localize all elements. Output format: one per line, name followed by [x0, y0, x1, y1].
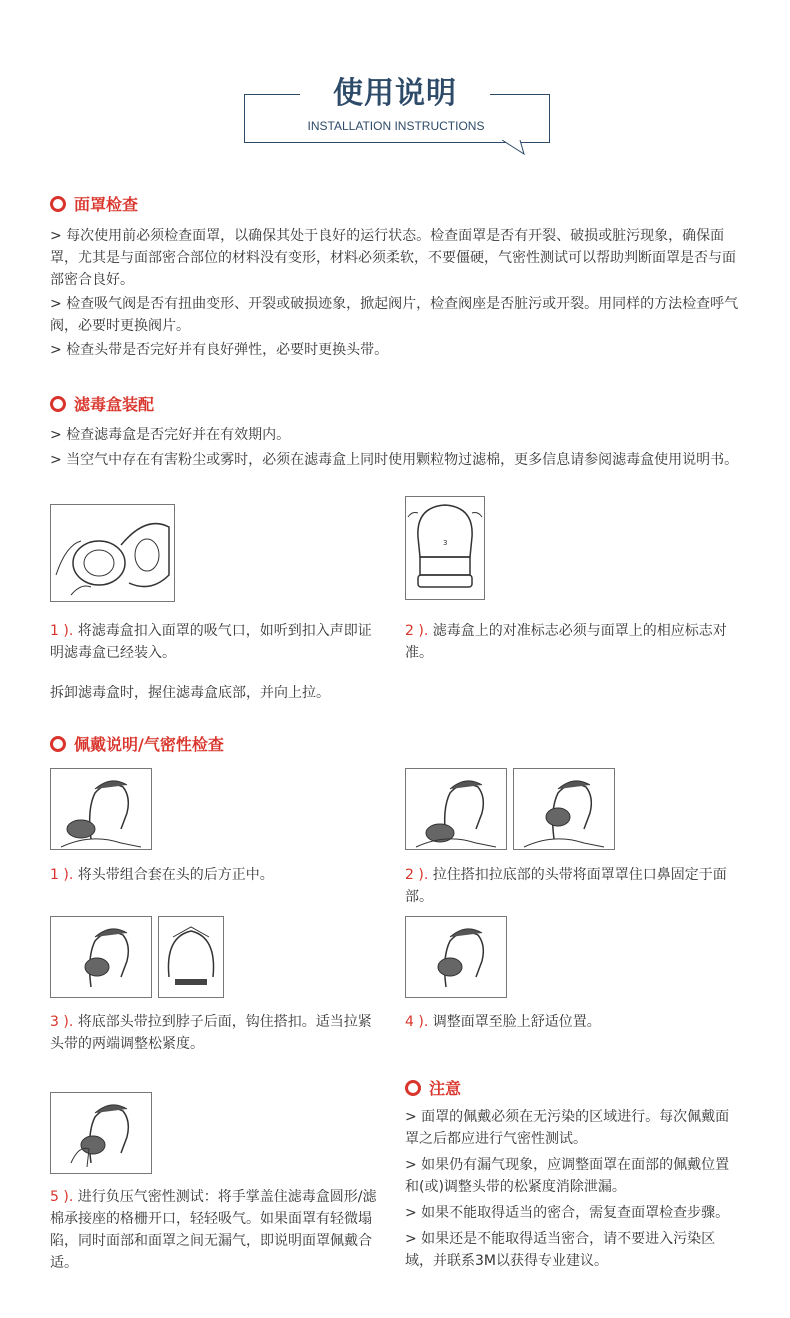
- illustration-wear-step-3a: [50, 916, 152, 998]
- notice-list: [405, 1106, 740, 1272]
- mask-check-paragraph-2: > 检查吸气阀是否有扭曲变形、开裂或破损迹象，掀起阀片，检查阀座是否脏污或开裂。用同样的方法检查呼气阀，必要时更换阀片。: [50, 296, 739, 334]
- notice-item: > 如果还是不能取得适当密合，请不要进入污染区域，并联系3M以获得专业建议。: [405, 1231, 716, 1269]
- circle-icon: [50, 196, 66, 212]
- circle-icon: [405, 1080, 421, 1096]
- page-subtitle: INSTALLATION INSTRUCTIONS: [307, 119, 485, 133]
- illustration-wear-step-1: [50, 768, 152, 850]
- section-title-notice: 注意: [405, 1076, 461, 1099]
- wear-step-1: 1 ). 将头带组合套在头的后方正中。: [50, 867, 274, 883]
- mask-check-paragraph-1: > 每次使用前必须检查面罩，以确保其处于良好的运行状态。检查面罩是否有开裂、破损或脏污现象，确保面罩，尤其是与面部密合部位的材料没有变形，材料必须柔软，不要僵硬，气密性测试可以帮助判断面罩是否与面部密合良好。: [50, 228, 736, 288]
- illustration-cartridge-insert: [50, 504, 175, 602]
- illustration-wear-step-2b: [513, 768, 615, 850]
- section-title-filter-assembly: 滤毒盒装配: [50, 392, 154, 415]
- illustration-wear-step-5: [50, 1092, 152, 1174]
- illustration-wear-step-3b: [158, 916, 224, 998]
- wear-step-2: 2 ). 拉住搭扣拉底部的头带将面罩罩住口鼻固定于面部。: [405, 867, 727, 905]
- filter-step-2: 2 ). 滤毒盒上的对准标志必须与面罩上的相应标志对准。: [405, 623, 727, 661]
- notice-item: > 如果不能取得适当的密合，需复查面罩检查步骤。: [405, 1205, 730, 1221]
- filter-paragraph-1: > 检查滤毒盒是否完好并在有效期内。: [50, 427, 291, 443]
- section-title-wearing: 佩戴说明/气密性检查: [50, 732, 224, 755]
- illustration-wear-step-2a: [405, 768, 507, 850]
- wear-step-4: 4 ). 调整面罩至脸上舒适位置。: [405, 1014, 601, 1030]
- wear-step-5: 5 ). 进行负压气密性测试：将手掌盖住滤毒盒圆形/滤棉承接座的格栅开口，轻轻吸气。如果面罩有轻微塌陷，同时面部和面罩之间无漏气，即说明面罩佩戴合适。: [50, 1189, 377, 1271]
- filter-paragraph-2: > 当空气中存在有害粉尘或雾时，必须在滤毒盒上同时使用颗粒物过滤棉，更多信息请参阅滤毒盒使用说明书。: [50, 452, 739, 468]
- header-notch-icon: [500, 140, 530, 156]
- illustration-wear-step-4: [405, 916, 507, 998]
- section-title-mask-check: 面罩检查: [50, 192, 138, 215]
- wear-step-3: 3 ). 将底部头带拉到脖子后面，钩住搭扣。适当拉紧头带的两端调整松紧度。: [50, 1014, 372, 1052]
- cartridge-mark: 3: [443, 539, 448, 547]
- filter-remove-text: 拆卸滤毒盒时，握住滤毒盒底部，并向上拉。: [50, 685, 330, 701]
- page-title: 使用说明: [300, 72, 490, 116]
- filter-step-1: 1 ). 将滤毒盒扣入面罩的吸气口，如听到扣入声即证明滤毒盒已经装入。: [50, 623, 372, 661]
- illustration-cartridge-align: [405, 496, 485, 600]
- mask-check-paragraph-3: > 检查头带是否完好并有良好弹性，必要时更换头带。: [50, 342, 389, 358]
- circle-icon: [50, 736, 66, 752]
- circle-icon: [50, 396, 66, 412]
- notice-item: > 如果仍有漏气现象，应调整面罩在面部的佩戴位置和(或)调整头带的松紧度消除泄漏。: [405, 1157, 730, 1195]
- notice-item: > 面罩的佩戴必须在无污染的区域进行。每次佩戴面罩之后都应进行气密性测试。: [405, 1109, 730, 1147]
